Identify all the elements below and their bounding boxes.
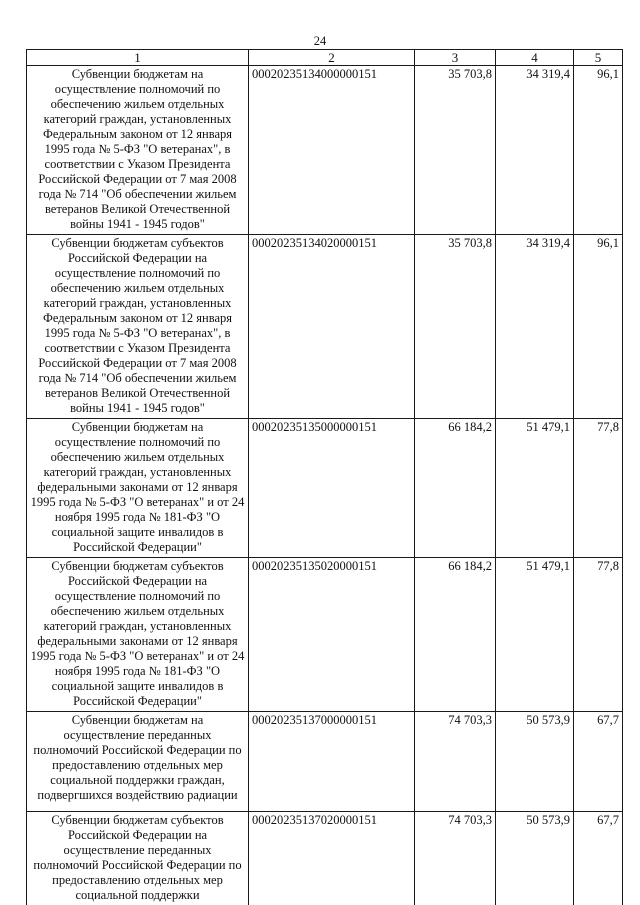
row-name: Субвенции бюджетам субъектов Российской Федерации на осуществление полномочий по обеспечению жильем отдельных категорий граждан, установленных федеральными законами от 12 января 1995 года № 5-ФЗ "О ветеранах" и от 24 ноября 1995 года № 181-ФЗ "О социальной защите инвалидов в Российской Федерации" [27, 558, 249, 712]
row-percent: 67,7 [574, 812, 623, 905]
row-name: Субвенции бюджетам на осуществление переданных полномочий Российской Федерации по предоставлению отдельных мер социальной поддержки граждан, подвергшихся воздействию радиации [27, 712, 249, 812]
table-row [27, 558, 623, 712]
column-header-1: 1 [27, 50, 249, 66]
column-header-3: 3 [415, 50, 496, 66]
table-header-row [27, 50, 623, 66]
row-fact: 34 319,4 [496, 235, 574, 419]
row-plan: 66 184,2 [415, 419, 496, 558]
row-code: 00020235137020000151 [249, 812, 415, 905]
row-percent: 67,7 [574, 712, 623, 812]
row-name: Субвенции бюджетам на осуществление полномочий по обеспечению жильем отдельных категорий граждан, установленных федеральными законами от 12 января 1995 года № 5-ФЗ "О ветеранах" и от 24 ноября 1995 года № 181-ФЗ "О социальной защите инвалидов в Российской Федерации" [27, 419, 249, 558]
row-code: 00020235134020000151 [249, 235, 415, 419]
row-name: Субвенции бюджетам субъектов Российской Федерации на осуществление полномочий по обеспечению жильем отдельных категорий граждан, установленных Федеральным законом от 12 января 1995 года № 5-ФЗ "О ветеранах", в соответствии с Указом Президента Российской Федерации от 7 мая 2008 года № 714 "Об обеспечении жильем ветеранов Великой Отечественной войны 1941 - 1945 годов" [27, 235, 249, 419]
row-name: Субвенции бюджетам субъектов Российской Федерации на осуществление переданных полномочий Российской Федерации по предоставлению отдельных мер социальной поддержки [27, 812, 249, 905]
row-code: 00020235135000000151 [249, 419, 415, 558]
row-code: 00020235135020000151 [249, 558, 415, 712]
row-fact: 50 573,9 [496, 712, 574, 812]
column-header-2: 2 [249, 50, 415, 66]
row-percent: 77,8 [574, 558, 623, 712]
row-plan: 35 703,8 [415, 235, 496, 419]
column-header-4: 4 [496, 50, 574, 66]
row-code: 00020235137000000151 [249, 712, 415, 812]
table-row [27, 812, 623, 905]
table-row [27, 419, 623, 558]
column-header-5: 5 [574, 50, 623, 66]
row-percent: 96,1 [574, 66, 623, 235]
row-fact: 51 479,1 [496, 558, 574, 712]
row-fact: 34 319,4 [496, 66, 574, 235]
table-row [27, 235, 623, 419]
page-number: 24 [313, 34, 327, 48]
table-row [27, 66, 623, 235]
row-percent: 77,8 [574, 419, 623, 558]
row-plan: 74 703,3 [415, 712, 496, 812]
row-plan: 66 184,2 [415, 558, 496, 712]
row-fact: 50 573,9 [496, 812, 574, 905]
row-percent: 96,1 [574, 235, 623, 419]
row-name: Субвенции бюджетам на осуществление полномочий по обеспечению жильем отдельных категорий граждан, установленных Федеральным законом от 12 января 1995 года № 5-ФЗ "О ветеранах", в соответствии с Указом Президента Российской Федерации от 7 мая 2008 года № 714 "Об обеспечении жильем ветеранов Великой Отечественной войны 1941 - 1945 годов" [27, 66, 249, 235]
row-plan: 74 703,3 [415, 812, 496, 905]
table-row [27, 712, 623, 812]
budget-table [26, 49, 623, 905]
row-plan: 35 703,8 [415, 66, 496, 235]
row-code: 00020235134000000151 [249, 66, 415, 235]
row-fact: 51 479,1 [496, 419, 574, 558]
